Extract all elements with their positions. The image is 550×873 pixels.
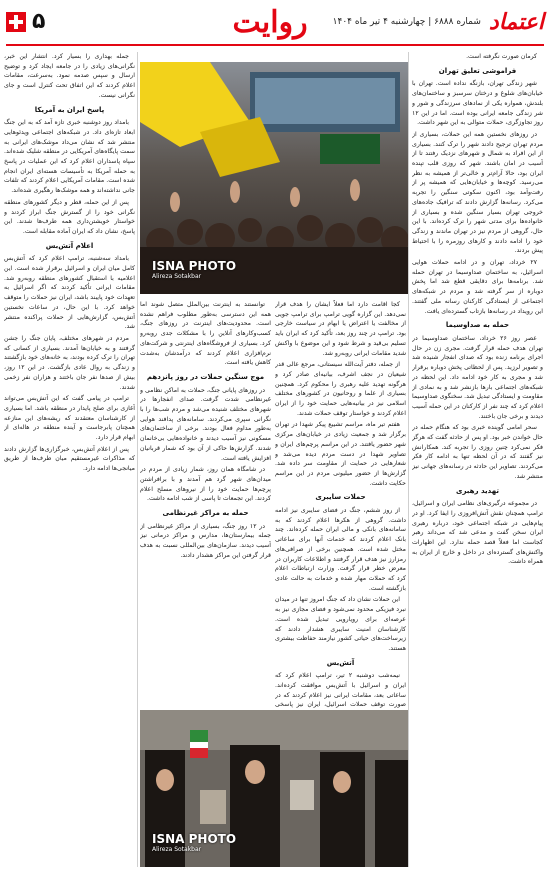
paragraph: در ۱۲ روز جنگ، بسیاری از مراکز غیرنظامی از جمله بیمارستان‌ها، مدارس و مراکز درمانی نیز آسیب دیدند. سازمان‌های بین‌المللی نسبت به هدف قرار گرفتن این مراکز هشدار دادند. <box>140 522 271 559</box>
paragraph: توانستند به اینترنت بین‌الملل متصل شوند اما همه این دسترسی به‌طور مطلوب فراهم نشده است. محدودیت‌های اینترنت در روزهای جنگ، کسب‌وکارهای آنلاین را با مشکلات جدی روبه‌رو کرد. بسیاری از فروشگاه‌های اینترنتی و شرکت‌های نرم‌افزاری اعلام کردند که درآمدشان به‌شدت کاهش یافته است. <box>140 301 271 367</box>
column-divider <box>408 52 409 867</box>
subheading: حمله به مراکز غیرنظامی <box>162 509 249 518</box>
paragraph: هفتم تیر ماه، مراسم تشییع پیکر شهدا در تهران برگزار شد و جمعیت زیادی در خیابان‌های مرکزی شهر حضور یافتند. در این مراسم پرچم‌های ایران و تصاویر شهدا در دست مردم دیده می‌شد و شعارهایی در حمایت از مقاومت سر داده شد. گزارش‌ها از حضور میلیونی مردم در این مراسم حکایت داشت. <box>275 421 406 487</box>
paragraph: کجا اقامت دارد اما فعلاً ایشان را هدف قرار نمی‌دهد. این گزاره گویی ترامپ برای ترامپ جویی از مخالفت یا اعتراض یا ابهام در سیاست خارجی بود. ترامپ در چند روز بعد، تأکید کرد که ایران باید تسلیم بی‌قید و شرط شود و این موضوع با واکنش شدید مقامات ایرانی روبه‌رو شد. <box>275 301 406 357</box>
paragraph: ۲۷ خرداد، تهران و در ادامه حملات هوایی اسرائیل، به ساختمان صداوسیما در تهران حمله شد. برنامه‌ها برای دقایقی قطع شد اما پخش دوباره از سر گرفته شد و مردم در شبکه‌های اجتماعی از ایستادگی کارکنان رسانه ملی گفتند. این رویداد در رسانه‌ها بازتاب گسترده‌ای یافت. <box>412 259 543 315</box>
paragraph: پس از این حمله، قطر و دیگر کشورهای منطقه نگرانی خود را از گسترش جنگ ابراز کردند و خواستار خویشتن‌داری همه طرف‌ها شدند. این پاسخ، نشان داد که ایران آماده مقابله است. <box>4 198 135 235</box>
page-header <box>0 0 550 50</box>
photo-credit <box>152 259 236 280</box>
article-column-4 <box>4 52 135 867</box>
newspaper-logo: اعتماد <box>488 9 544 35</box>
paragraph: در شامگاه همان روز، شمار زیادی از مردم در میدان‌های شهر گرد هم آمدند و با برافراشتن پرچم‌ها حمایت خود را از نیروهای مسلح اعلام کردند. این تجمعات تا پاسی از شب ادامه داشت. <box>140 466 271 503</box>
subheading: حملات سایبری <box>315 493 366 502</box>
subheading: آتش‌بس <box>326 658 355 667</box>
crowd-photo-bottom <box>140 710 408 867</box>
paragraph: این حملات نشان داد که جنگ امروز تنها در میدان نبرد فیزیکی محدود نمی‌شود و فضای مجازی نیز به عرصه‌ای برای رویارویی تبدیل شده است. کارشناسان امنیت سایبری هشدار دادند که زیرساخت‌های حیاتی کشور نیازمند حفاظت بیشتری هستند. <box>275 596 406 652</box>
subheading: اعلام آتش‌بس <box>45 241 94 250</box>
credit-photographer: Alireza Sotakbar <box>152 846 202 853</box>
paragraph: در روزهای نخستین همه این حملات، بسیاری از مردم تهران ترجیح دادند شهر را ترک کنند. بسیاری از این افراد به شمال و شهرهای نزدیک رفتند تا از آسیب در امان باشند. شهر که روزی قلب تپنده ایران بود، حالا آرام‌تر و خالی‌تر از همیشه به نظر می‌رسید. کوچه‌ها و خیابان‌هایی که همیشه پر از رفت‌وآمد بود، اکنون سکوتی سنگین را تجربه می‌کرد. رسانه‌ها گزارش دادند که ترافیک جاده‌های خروجی تهران بسیار سنگین شده و بسیاری از خانواده‌ها برای مدتی شهر را ترک کرده‌اند. با این حال، گروهی از مردم نیز در تهران ماندند و زندگی خود را ادامه دادند و کارهای روزمره را با احتیاط پیش بردند. <box>412 130 543 255</box>
swiss-flag-icon <box>6 12 26 32</box>
credit-agency: ISNA PHOTO <box>152 832 237 846</box>
header-right <box>333 10 544 34</box>
paragraph: عصر روز ۲۶ خرداد، ساختمان صداوسیما در تهران هدف حمله قرار گرفت. مجری زن در حال اجرای برنامه زنده بود که صدای انفجار شنیده شد و تصویر لرزید. پس از لحظاتی پخش دوباره برقرار شد و مجری به کار خود ادامه داد. این لحظه در شبکه‌های اجتماعی بارها بازنشر شد و به نمادی از مقاومت و ایستادگی تبدیل شد. سخنگوی صداوسیما اعلام کرد که چند نفر از کارکنان در این حمله آسیب دیدند و برخی جان باختند. <box>412 334 543 420</box>
article-column-1 <box>412 52 543 867</box>
paragraph: بامداد سه‌شنبه، ترامپ اعلام کرد که آتش‌بس کامل میان ایران و اسرائیل برقرار شده است. این اعلامیه با استقبال کشورهای منطقه روبه‌رو شد. مقامات ایرانی تأکید کردند که اگر اسرائیل به تعهدات خود پایبند باشد، ایران نیز حملات را متوقف خواهد کرد. با این حال، در ساعات نخستین آتش‌بس، گزارش‌هایی از حملات پراکنده منتشر شد. <box>4 255 135 331</box>
credit-photographer: Alireza Sotakbar <box>152 273 202 280</box>
paragraph: کرمان صورت نگرفته است. <box>466 53 537 60</box>
paragraph: در مجموعه درگیری‌های نظامی ایران و اسرائیل، ترامپ همچنان نقش آتش‌افروزی را ایفا کرد. او در پیام‌هایی در شبکه اجتماعی خود، درباره رهبری ایران سخن گفت و مدعی شد که می‌داند رهبر کجاست اما فعلاً قصد حمله ندارد. این اظهارات واکنش‌های گسترده‌ای در داخل و خارج از ایران به همراه داشت. <box>412 500 543 566</box>
paragraph: در روزهای پایانی جنگ، حملات به اماکن نظامی و غیرنظامی شدت گرفت. صدای انفجارها در شهرهای مختلف شنیده می‌شد و مردم شب‌ها را با نگرانی سپری می‌کردند. سامانه‌های پدافند هوایی به‌طور مداوم فعال بودند. برخی از ساختمان‌های مسکونی نیز آسیب دیدند و خانواده‌هایی بی‌خانمان شدند. گزارش‌ها حاکی از آن بود که شمار قربانیان افزایش یافته است. <box>140 386 271 462</box>
subheading: موج سنگین حملات در روز پانزدهم <box>146 372 265 381</box>
paragraph: مردم در شهرهای مختلف، پایان جنگ را جشن گرفتند و به خیابان‌ها آمدند. بسیاری از کسانی که تهران را ترک کرده بودند، به خانه‌های خود بازگشتند و زندگی به روال عادی بازگشت. در این ۱۲ روز، بیش از صدها نفر جان باختند و هزاران نفر زخمی شدند. <box>4 334 135 391</box>
paragraph: شهر زندگی تهران، بازنگه نداده است. تهران با خیابان‌های شلوغ و درختان سرسبز و ساختمان‌های بلندش، همواره یکی از نمادهای سرزندگی و شور و شر زندگی جامعه ایرانی بوده است. اما در این ۱۲ روز تجاوزگری، حملات متوالی به این شهر داشت. <box>412 80 543 127</box>
credit-agency: ISNA PHOTO <box>152 259 237 273</box>
subheading: فراموشی تعلیق تهران <box>438 66 517 75</box>
section-title: روایت <box>232 5 308 40</box>
paragraph: جمله بهداری را بسیار کرد. انتشار این خبر، نگرانی‌های زیادی را در جامعه ایجاد کرد و توضیح ارسال و سپس صدمه نمود. به‌سرعت، مقامات اعلام کردند که این اتفاق تحت کنترل است و جای نگرانی نیست. <box>4 53 135 99</box>
header-rule <box>6 44 544 46</box>
paragraph: ترامپ در پیامی گفت که این آتش‌بس می‌تواند آغازی برای صلح پایدار در منطقه باشد. اما بسیاری از کارشناسان معتقدند که ریشه‌های این منازعه همچنان پابرجاست و آینده منطقه در هاله‌ای از ابهام قرار دارد. <box>4 395 135 442</box>
crowd-photo-top <box>140 62 408 294</box>
paragraph: پس از اعلام آتش‌بس، خبرگزاری‌ها گزارش دادند که مذاکرات غیرمستقیم میان طرف‌ها از طریق میانجی‌ها ادامه دارد. <box>4 445 135 473</box>
header-left <box>6 9 46 34</box>
page-number: ۵ <box>32 9 46 34</box>
paragraph: سحر امامی گوینده خبری بود که هنگام حمله در حال خواندن خبر بود. او پس از حادثه گفت که هرگز فکر نمی‌کرد چنین روزی را تجربه کند. همکارانش نیز گفتند که در آن لحظه تنها به ادامه کار فکر می‌کردند. تصاویر این حادثه در رسانه‌های جهانی نیز منتشر شد. <box>412 424 543 480</box>
subheading: تهدید رهبری <box>456 486 499 495</box>
subheading: حمله به صداوسیما <box>445 321 510 330</box>
paragraph: نیمه‌شب دوشنبه ۲ تیر، ترامپ اعلام کرد که ایران و اسرائیل با آتش‌بس موافقت کرده‌اند. ساعاتی بعد، مقامات ایرانی نیز اعلام کردند که در صورت توقف حملات اسرائیل، ایران نیز پاسخی <box>275 672 406 709</box>
issue-info: شماره ۶۸۸۸ | چهارشنبه ۴ تیر ماه ۱۴۰۴ <box>332 17 481 27</box>
paragraph: بامداد روز دوشنبه خبری تازه آمد که به این جنگ ابعاد تازه‌ای داد. در شبکه‌های اجتماعی ویدئوهایی منتشر شد که نشان می‌داد موشک‌های ایرانی به سمت پایگاه‌های آمریکایی در منطقه شلیک شده‌اند. سپاه پاسداران اعلام کرد که این عملیات در پاسخ به حمله آمریکا به تأسیسات هسته‌ای ایران انجام شده است. مقامات آمریکایی اعلام کردند که تلفات جانی نداشته‌اند و همه موشک‌ها رهگیری شده‌اند. <box>4 119 135 195</box>
subheading: پاسخ ایران به آمریکا <box>34 105 105 114</box>
paragraph: از روز ششم، جنگ در فضای سایبری نیز ادامه داشت. گروهی از هکرها اعلام کردند که به سامانه‌های بانکی و مالی ایران حمله کرده‌اند. چند بانک اعلام کردند که خدمات آنها برای ساعاتی مختل شده است. همچنین برخی از صرافی‌های رمزارز نیز هدف قرار گرفتند و اطلاعات کاربران در معرض خطر قرار گرفت. وزارت ارتباطات اعلام کرد که حملات مهار شده و خدمات به حالت عادی بازگشته است. <box>275 507 406 592</box>
article-column-3 <box>140 300 271 705</box>
column-divider <box>137 52 138 867</box>
photo-credit <box>152 832 236 853</box>
paragraph: از جمله، دفتر آیت‌الله سیستانی، مرجع عالی قدر شیعیان در نجف اشرف، بیانیه‌ای صادر کرد و هرگونه تهدید علیه رهبری را محکوم کرد. همچنین بسیاری از علما و روحانیون در کشورهای مختلف اسلامی نیز در بیانیه‌هایی حمایت خود را از ایران اعلام کردند و خواستار توقف حملات شدند. <box>275 361 406 417</box>
